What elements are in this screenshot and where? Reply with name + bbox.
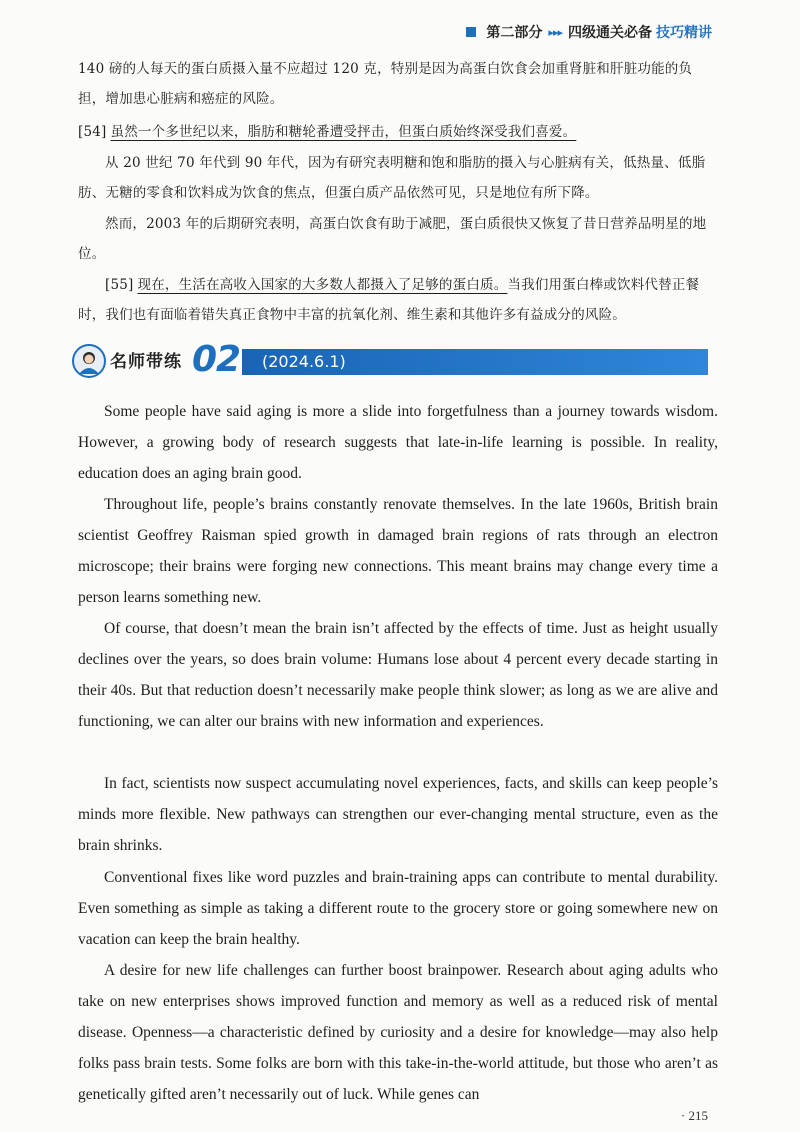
en-paragraph: Of course, that doesn’t mean the brain isn’t affected by the effects of time. Just as height usually declines over the years, so does brain volume: Humans lose about 4 percent every decade starting in their 40s. But that reduction doesn’t necessarily make people think slower; as long as we are alive and functioning, we can alter our brains with new information and experiences. xyxy=(78,620,718,730)
en-paragraph: In fact, scientists now suspect accumulating novel experiences, facts, and skills can keep people’s minds more flexible. New pathways can strengthen our ever-changing mental structure, even as the brain shrinks. xyxy=(78,775,718,854)
header-section: 第二部分 xyxy=(486,25,543,41)
question-tag-55: [55] xyxy=(105,277,134,293)
en-paragraph: Conventional fixes like word puzzles and brain-training apps can contribute to mental durability. Even something as simple as taking a different route to the grocery store or going somewhere new on vacation can keep the brain healthy. xyxy=(78,869,718,948)
en-paragraph: A desire for new life challenges can further boost brainpower. Research about aging adults who take on new enterprises shows improved function and memory as well as a reduced risk of mental disease. Openness—a characteristic defined by curiosity and a desire for knowledge—may also help folks pass brain tests. Some folks are born with this take-in-the-world attitude, but those who aren’t as genetically gifted aren’t necessarily out of luck. While genes can xyxy=(78,962,718,1103)
question-tag-54: [54] xyxy=(78,124,107,140)
triple-arrow-icon: ▸▸▸ xyxy=(548,25,562,39)
banner-number: 02 xyxy=(192,339,241,380)
header-accent: 技巧精讲 xyxy=(656,25,712,41)
square-icon xyxy=(466,27,476,37)
zh-paragraph-4: 然而，2003 年的后期研究表明，高蛋白饮食有助于减肥，蛋白质很快又恢复了昔日营养品明星的地位。 xyxy=(78,216,707,262)
banner-date: (2024.6.1) xyxy=(262,352,346,371)
teacher-avatar-icon xyxy=(72,344,106,378)
zh-paragraph-2 xyxy=(78,117,718,147)
zh-underlined-sentence: 现在，生活在高收入国家的大多数人都摄入了足够的蛋白质。 xyxy=(137,277,508,293)
en-paragraph: Throughout life, people’s brains constantly renovate themselves. In the late 1960s, British brain scientist Geoffrey Raisman spied growth in damaged brain regions of rats through an electron microscope; their brains were forging new connections. This meant brains may change every time a person learns something new. xyxy=(78,496,718,606)
page-header xyxy=(466,22,712,42)
zh-paragraph-5-rest: 当我们用蛋白棒或饮料代替正餐时，我们也有面临着错失真正食物中丰富的抗氧化剂、维生素和其他许多有益成分的风险。 xyxy=(78,277,700,323)
page-number: · 215 xyxy=(680,1108,708,1123)
zh-paragraph-5 xyxy=(78,270,718,330)
header-label: 四级通关必备 xyxy=(568,25,652,41)
zh-paragraph-1: 140 磅的人每天的蛋白质摄入量不应超过 120 克，特别是因为高蛋白饮食会加重肾脏和肝脏功能的负担，增加患心脏病和癌症的风险。 xyxy=(78,61,693,107)
zh-underlined-sentence: 虽然一个多世纪以来，脂肪和糖轮番遭受抨击，但蛋白质始终深受我们喜爱。 xyxy=(110,124,577,140)
zh-paragraph-3: 从 20 世纪 70 年代到 90 年代，因为有研究表明糖和饱和脂肪的摄入与心脏病有关，低热量、低脂肪、无糖的零食和饮料成为饮食的焦点，但蛋白质产品依然可见，只是地位有所下降。 xyxy=(78,155,706,201)
en-paragraph: Some people have said aging is more a slide into forgetfulness than a journey towards wisdom. However, a growing body of research suggests that late-in-life learning is possible. In reality, education does an aging brain good. xyxy=(78,403,718,482)
banner-title: 名师带练 xyxy=(110,352,182,372)
section-banner xyxy=(72,339,708,380)
